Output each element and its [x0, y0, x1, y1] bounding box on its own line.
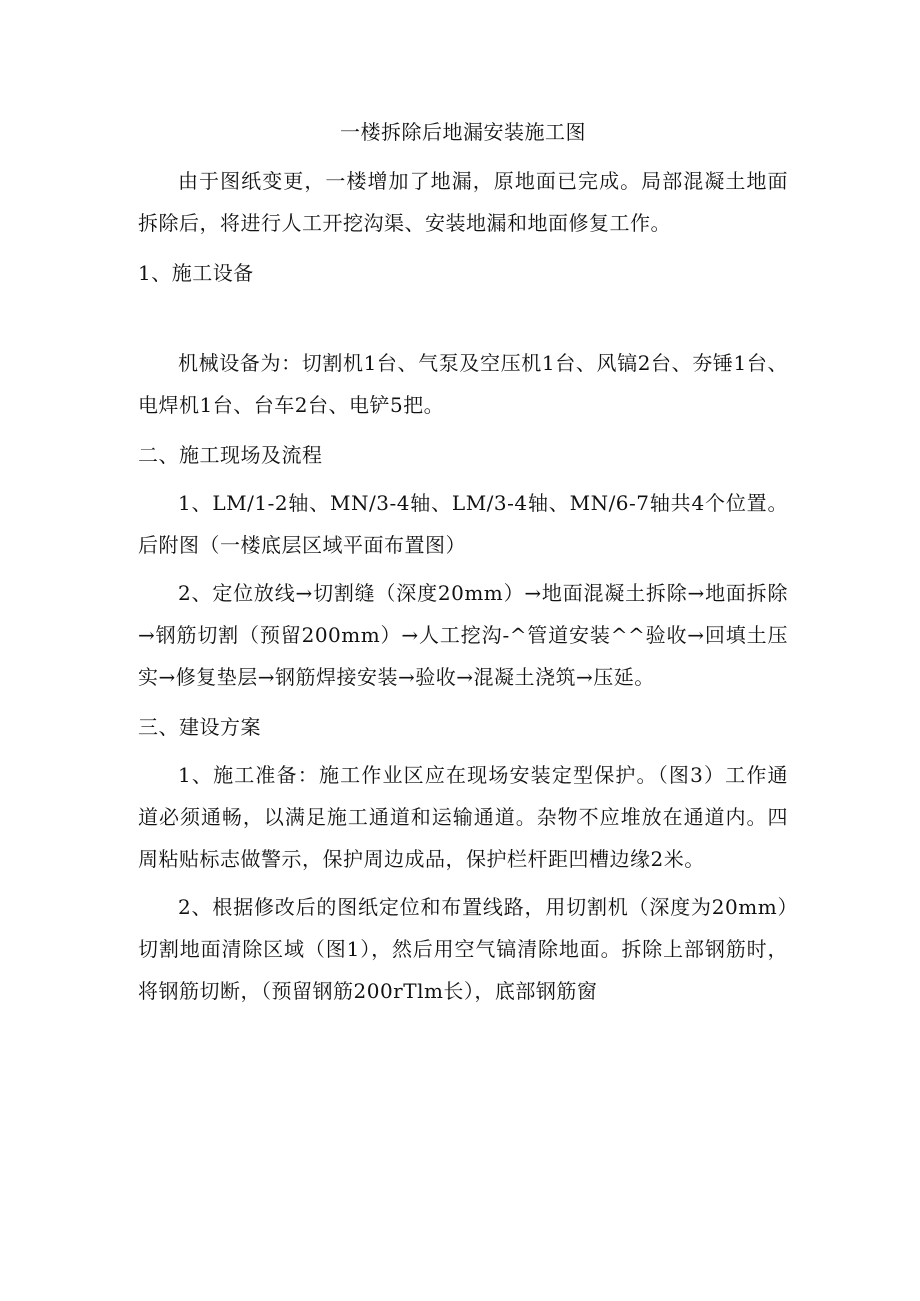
section-2-paragraph-1: 1、LM/1-2轴、MN/3-4轴、LM/3-4轴、MN/6-7轴共4个位置。后附图（一楼底层区域平面布置图） [138, 491, 788, 557]
section-3-paragraph-2: 2、根据修改后的图纸定位和布置线路，用切割机（深度为20mm）切割地面清除区域（图1），然后用空气镐清除地面。拆除上部钢筋时，将钢筋切断，（预留钢筋200rTlm长），底部钢筋窗 [138, 895, 788, 1003]
section-2-paragraph-2: 2、定位放线→切割缝（深度20mm）→地面混凝土拆除→地面拆除→钢筋切割（预留200mm）→人工挖沟-^管道安装^^验收→回填土压实→修复垫层→钢筋焊接安装→验收→混凝土浇筑→压延。 [138, 581, 788, 689]
section-3-paragraph-1: 1、施工准备：施工作业区应在现场安装定型保护。（图3）工作通道必须通畅，以满足施工通道和运输通道。杂物不应堆放在通道内。四周粘贴标志做警示，保护周边成品，保护栏杆距凹槽边缘2米。 [138, 763, 788, 871]
document-title: 一楼拆除后地漏安装施工图 [340, 120, 586, 144]
section-1-paragraph: 机械设备为：切割机1台、气泵及空压机1台、风镐2台、夯锤1台、电焊机1台、台车2台、电铲5把。 [138, 351, 788, 417]
section-1-heading: 1、施工设备 [138, 261, 254, 285]
document-body [138, 118, 788, 1012]
section-2-heading: 二、施工现场及流程 [138, 443, 323, 467]
section-3-heading: 三、建设方案 [138, 715, 261, 739]
intro-paragraph: 由于图纸变更，一楼增加了地漏，原地面已完成。局部混凝土地面拆除后，将进行人工开挖沟渠、安装地漏和地面修复工作。 [138, 169, 788, 235]
